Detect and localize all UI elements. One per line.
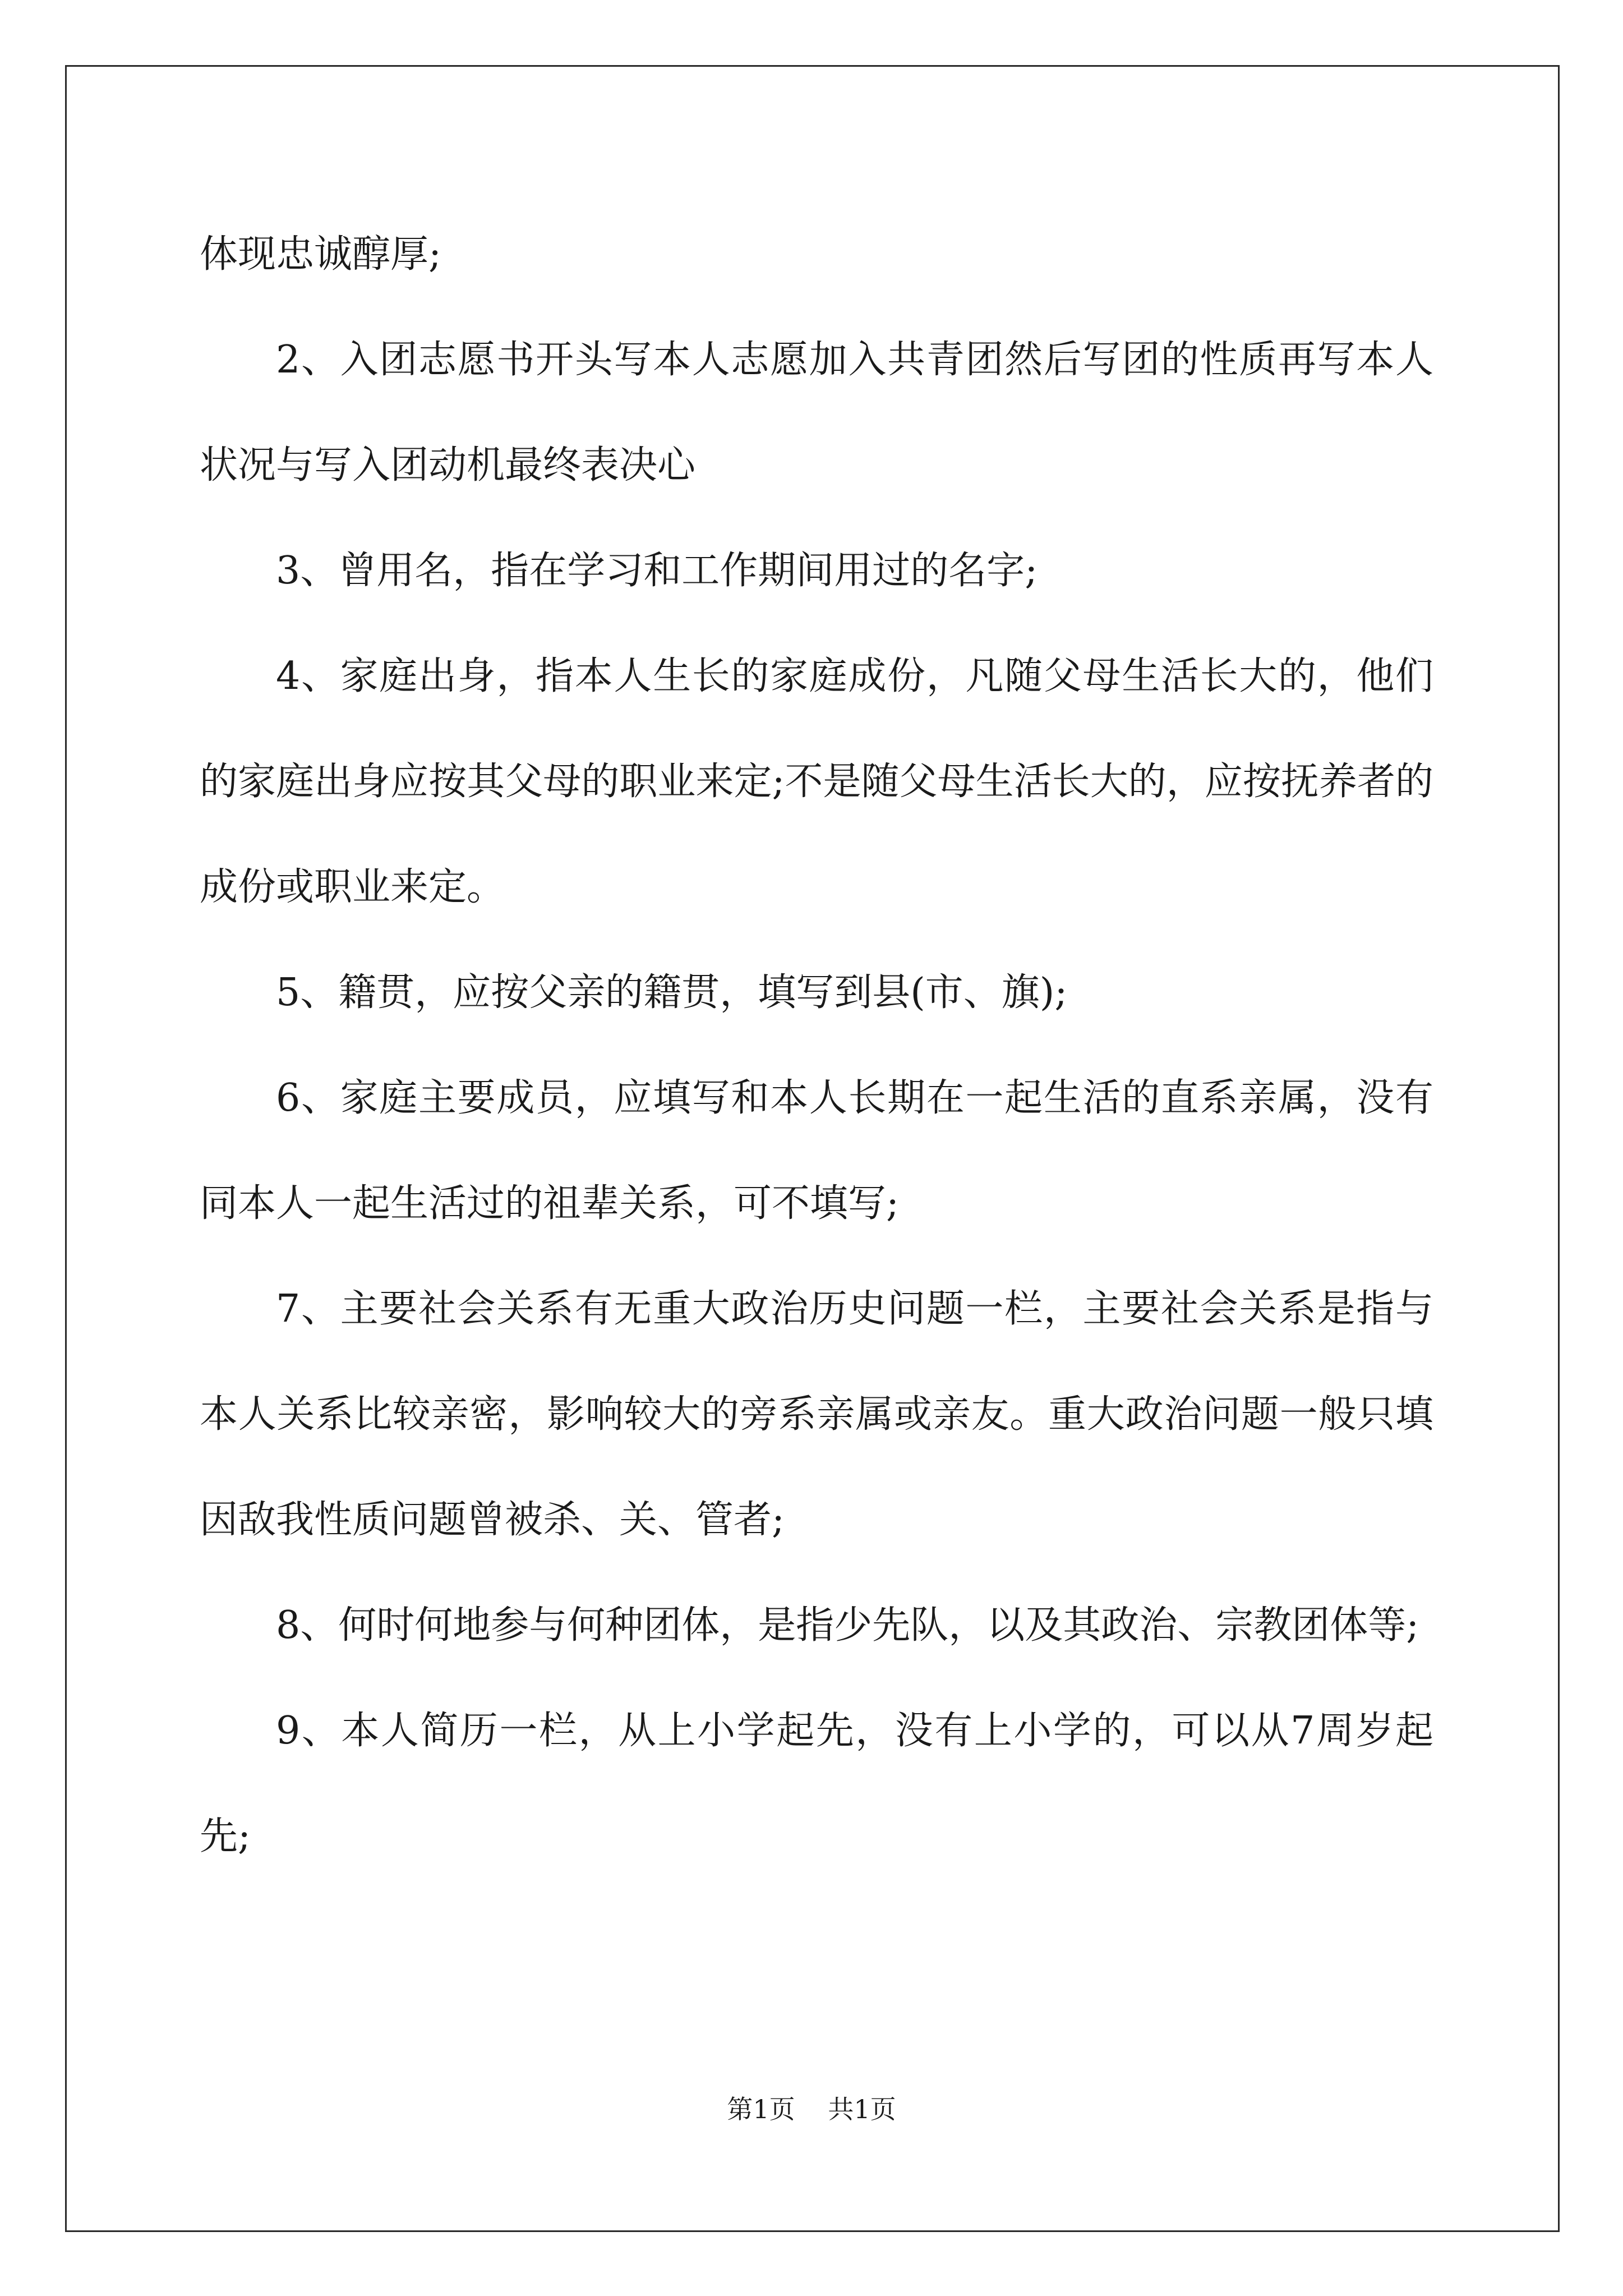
paragraph-1: 体现忠诚醇厚; (200, 232, 441, 277)
page-number: 第1页 (727, 2094, 795, 2124)
paragraph-5: 5、籍贯，应按父亲的籍贯，填写到县(市、旗); (276, 970, 1068, 1015)
paragraph-3: 3、曾用名，指在学习和工作期间用过的名字; (276, 549, 1038, 593)
paragraph-4: 4、家庭出身，指本人生长的家庭成份，凡随父母生活长大的，他们的家庭出身应按其父母的职业来定;不是随父母生活长大的，应按抚养者的成份或职业来定。 (200, 654, 1433, 909)
paragraph-9: 9、本人简历一栏，从上小学起先，没有上小学的，可以从7周岁起先; (200, 1709, 1433, 1858)
document-body (200, 202, 1433, 1889)
page-footer (0, 2092, 1623, 2126)
paragraph-6: 6、家庭主要成员，应填写和本人长期在一起生活的直系亲属，没有同本人一起生活过的祖辈关系，可不填写; (200, 1076, 1433, 1226)
page-total: 共1页 (828, 2094, 896, 2124)
paragraph-7: 7、主要社会关系有无重大政治历史问题一栏，主要社会关系是指与本人关系比较亲密，影响较大的旁系亲属或亲友。重大政治问题一般只填因敌我性质问题曾被杀、关、管者; (200, 1287, 1433, 1542)
paragraph-8: 8、何时何地参与何种团体，是指少先队，以及其政治、宗教团体等; (276, 1603, 1419, 1648)
paragraph-2: 2、入团志愿书开头写本人志愿加入共青团然后写团的性质再写本人状况与写入团动机最终表决心 (200, 338, 1433, 487)
